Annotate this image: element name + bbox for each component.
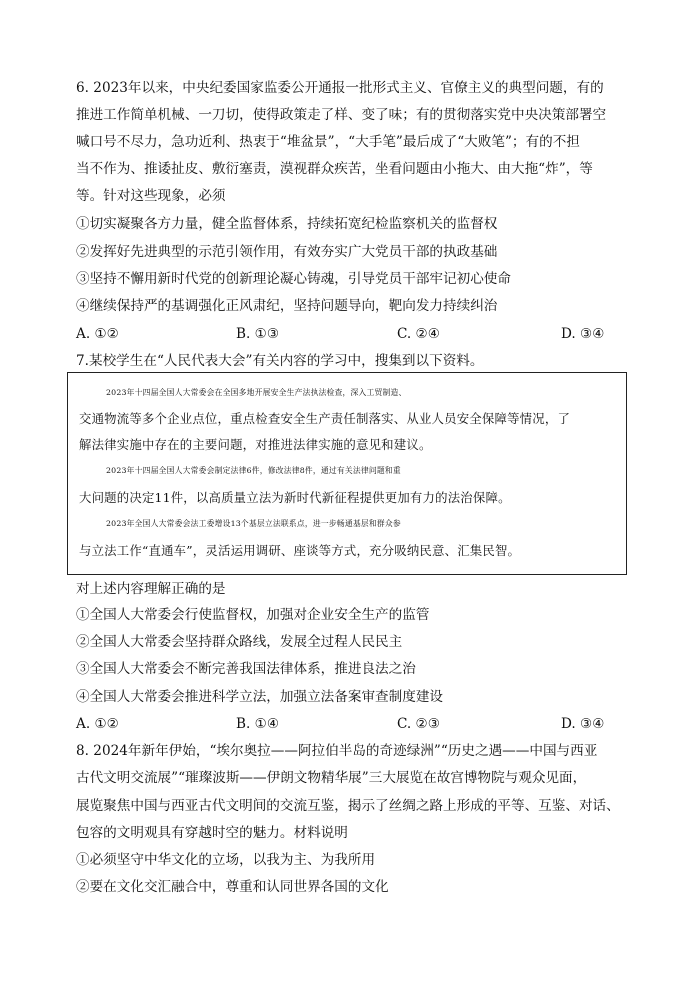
q7-material-line-6: 2023年全国人大常委会法工委增设13个基层立法联系点，进一步畅通基层和群众参 [106, 519, 401, 528]
q6-item-1: ①切实凝聚各方力量，健全监督体系，持续拓宽纪检监察机关的监督权 [76, 216, 498, 232]
q7-item-1: ①全国人大常委会行使监督权，加强对企业安全生产的监管 [76, 607, 430, 623]
q6-stem-line-2: 推进工作简单机械、一刀切，使得政策走了样、变了味；有的贯彻落实党中央决策部署空 [76, 107, 607, 123]
q6-stem-line-1: 6. 2023年以来，中央纪委国家监委公开通报一批形式主义、官僚主义的典型问题，有的 [76, 80, 604, 96]
q8-stem-line-1: 8. 2024年新年伊始，“埃尔奥拉——阿拉伯半岛的奇迹绿洲”“历史之遇——中国与西亚 [76, 743, 598, 759]
q6-option-b[interactable]: B. ①③ [236, 326, 280, 342]
q8-stem-line-2: 古代文明交流展”“璀璨波斯——伊朗文物精华展”三大展览在故宫博物院与观众见面， [76, 770, 587, 786]
q6-item-4: ④继续保持严的基调强化正风肃纪，坚持问题导向，靶向发力持续纠治 [76, 298, 498, 314]
q7-item-4: ④全国人大常委会推进科学立法，加强立法备案审查制度建设 [76, 689, 444, 705]
q7-options [76, 715, 621, 733]
q6-option-c[interactable]: C. ②④ [397, 326, 440, 342]
q7-stem: 7.某校学生在“人民代表大会”有关内容的学习中，搜集到以下资料。 [76, 353, 484, 369]
q7-material-line-1: 2023年十四届全国人大常委会在全国多地开展安全生产法执法检查，深入工贸制造、 [106, 388, 407, 397]
q7-material-box [67, 372, 627, 575]
q6-item-3: ③坚持不懈用新时代党的创新理论凝心铸魂，引导党员干部牢记初心使命 [76, 271, 511, 287]
q7-item-2: ②全国人大常委会坚持群众路线，发展全过程人民民主 [76, 634, 403, 650]
q7-material-line-7: 与立法工作“直通车”，灵活运用调研、座谈等方式，充分吸纳民意、汇集民智。 [79, 543, 521, 558]
q7-option-c[interactable]: C. ②③ [397, 716, 440, 732]
q6-options [76, 325, 621, 343]
q7-material-line-3: 解法律实施中存在的主要问题，对推进法律实施的意见和建议。 [79, 437, 432, 452]
q6-stem-line-4: 当不作为、推诿扯皮、敷衍塞责，漠视群众疾苦，坐看问题由小拖大、由大拖“炸”，等 [76, 161, 593, 177]
q8-item-1: ①必须坚守中华文化的立场，以我为主、为我所用 [76, 852, 376, 868]
q8-stem-line-4: 包容的文明观具有穿越时空的魅力。材料说明 [76, 825, 348, 841]
q7-option-b[interactable]: B. ①④ [236, 716, 280, 732]
q6-option-d[interactable]: D. ③④ [561, 326, 605, 342]
q7-option-d[interactable]: D. ③④ [561, 716, 605, 732]
q7-item-3: ③全国人大常委会不断完善我国法律体系，推进良法之治 [76, 661, 416, 677]
q8-stem-line-3: 展览聚焦中国与西亚古代文明间的交流互鉴，揭示了丝绸之路上形成的平等、互鉴、对话、 [76, 798, 620, 814]
q6-item-2: ②发挥好先进典型的示范引领作用，有效夯实广大党员干部的执政基础 [76, 244, 498, 260]
q7-material-line-2: 交通物流等多个企业点位，重点检查安全生产责任制落实、从业人员安全保障等情况，了 [79, 411, 571, 426]
q7-material-line-4: 2023年十四届全国人大常委会制定法律6件，修改法律8件，通过有关法律问题和重 [106, 466, 401, 475]
q7-material-line-5: 大问题的决定11件，以高质量立法为新时代新征程提供更加有力的法治保障。 [79, 490, 511, 505]
q6-stem-line-3: 喊口号不尽力，急功近利、热衷于“堆盆景”，“大手笔”最后成了“大败笔”；有的不担 [76, 134, 580, 150]
q7-question: 对上述内容理解正确的是 [76, 581, 226, 597]
q7-option-a[interactable]: A. ①② [76, 716, 119, 732]
q6-stem-line-5: 等。针对这些现象，必须 [76, 188, 226, 204]
q6-option-a[interactable]: A. ①② [76, 326, 119, 342]
q8-item-2: ②要在文化交汇融合中，尊重和认同世界各国的文化 [76, 879, 389, 895]
